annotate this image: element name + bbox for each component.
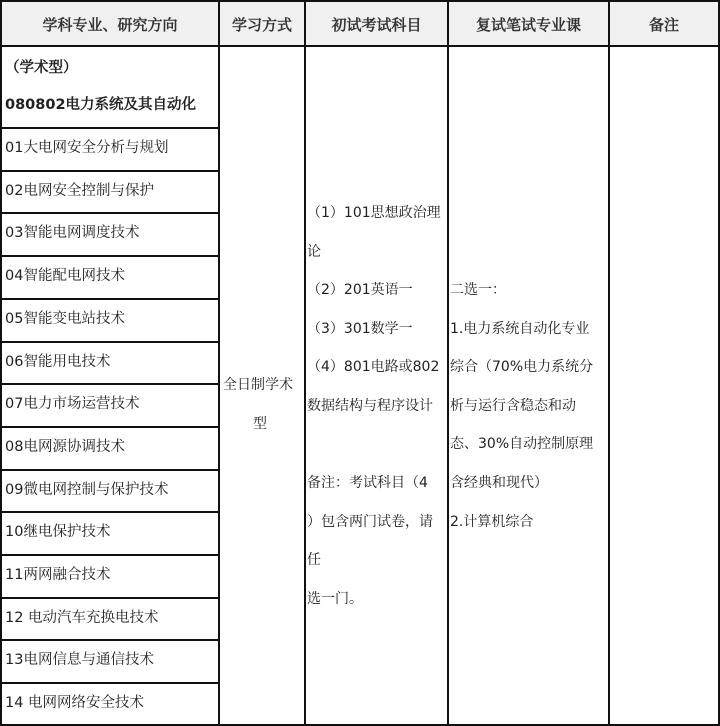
initial-exam-line: （1）101思想政治理 [307, 205, 441, 221]
study-mode-line-2: 型 [253, 416, 267, 432]
program-type: （学术型） [5, 60, 78, 76]
header-retest: 复试笔试专业课 [449, 2, 608, 46]
direction-row-border [0, 298, 220, 300]
retest-line: 1.电力系统自动化专业 [450, 321, 590, 337]
col-border-3 [447, 0, 449, 726]
retest-line: 析与运行含稳态和动 [450, 398, 576, 414]
research-direction-item: 03智能电网调度技术 [5, 225, 140, 241]
research-direction-item: 10继电保护技术 [5, 524, 111, 540]
initial-exam-line: ）包含两门试卷，请 [307, 514, 433, 530]
direction-row-border [0, 554, 220, 556]
direction-row-border [0, 170, 220, 172]
retest-line: 2.计算机综合 [450, 514, 534, 530]
header-notes: 备注 [610, 2, 718, 46]
retest-line: 综合（70%电力系统分 [450, 359, 594, 375]
col-border-4 [608, 0, 610, 726]
research-direction-item: 01大电网安全分析与规划 [5, 140, 169, 156]
direction-row-border [0, 426, 220, 428]
initial-exam-line: 数据结构与程序设计 [307, 398, 433, 414]
retest-line: 态、30%自动控制原理 [450, 436, 594, 452]
retest-line: 含经典和现代） [450, 475, 548, 491]
research-direction-item: 02电网安全控制与保护 [5, 183, 154, 199]
retest-line: 二选一： [450, 282, 506, 298]
header-initial-exam: 初试考试科目 [306, 2, 447, 46]
direction-row-border [0, 511, 220, 513]
direction-row-border [0, 639, 220, 641]
initial-exam-line: （4）801电路或802 [307, 359, 440, 375]
direction-row-border [0, 597, 220, 599]
header-bottom-border [0, 45, 720, 47]
direction-row-border [0, 682, 220, 684]
program-code-name: 080802电力系统及其自动化 [5, 97, 197, 113]
direction-row-border [0, 469, 220, 471]
initial-exam-line: 任 [307, 552, 321, 568]
research-direction-item: 13电网信息与通信技术 [5, 652, 154, 668]
research-direction-item: 14 电网网络安全技术 [5, 695, 145, 711]
research-direction-item: 07电力市场运营技术 [5, 396, 140, 412]
header-study-mode: 学习方式 [220, 2, 304, 46]
col-border-left [0, 0, 2, 726]
table-top-border [0, 0, 720, 2]
research-direction-item: 11两网融合技术 [5, 567, 111, 583]
col-border-2 [304, 0, 306, 726]
initial-exam-line: 选一门。 [307, 591, 363, 607]
research-direction-item: 08电网源协调技术 [5, 439, 125, 455]
research-direction-item: 06智能用电技术 [5, 354, 111, 370]
direction-row-border [0, 341, 220, 343]
research-direction-item: 04智能配电网技术 [5, 268, 125, 284]
direction-row-border [0, 383, 220, 385]
direction-row-border [0, 255, 220, 257]
col-border-1 [218, 0, 220, 726]
direction-row-border [0, 212, 220, 214]
initial-exam-line: （2）201英语一 [307, 282, 413, 298]
initial-exam-line: （3）301数学一 [307, 321, 413, 337]
research-direction-item: 12 电动汽车充换电技术 [5, 610, 159, 626]
header-major: 学科专业、研究方向 [2, 2, 218, 46]
initial-exam-line: 论 [307, 244, 321, 260]
study-mode-line-1: 全日制学术 [223, 377, 293, 393]
direction-row-border [0, 127, 220, 129]
initial-exam-line: 备注：考试科目（4 [307, 475, 428, 491]
research-direction-item: 09微电网控制与保护技术 [5, 482, 169, 498]
research-direction-item: 05智能变电站技术 [5, 311, 125, 327]
